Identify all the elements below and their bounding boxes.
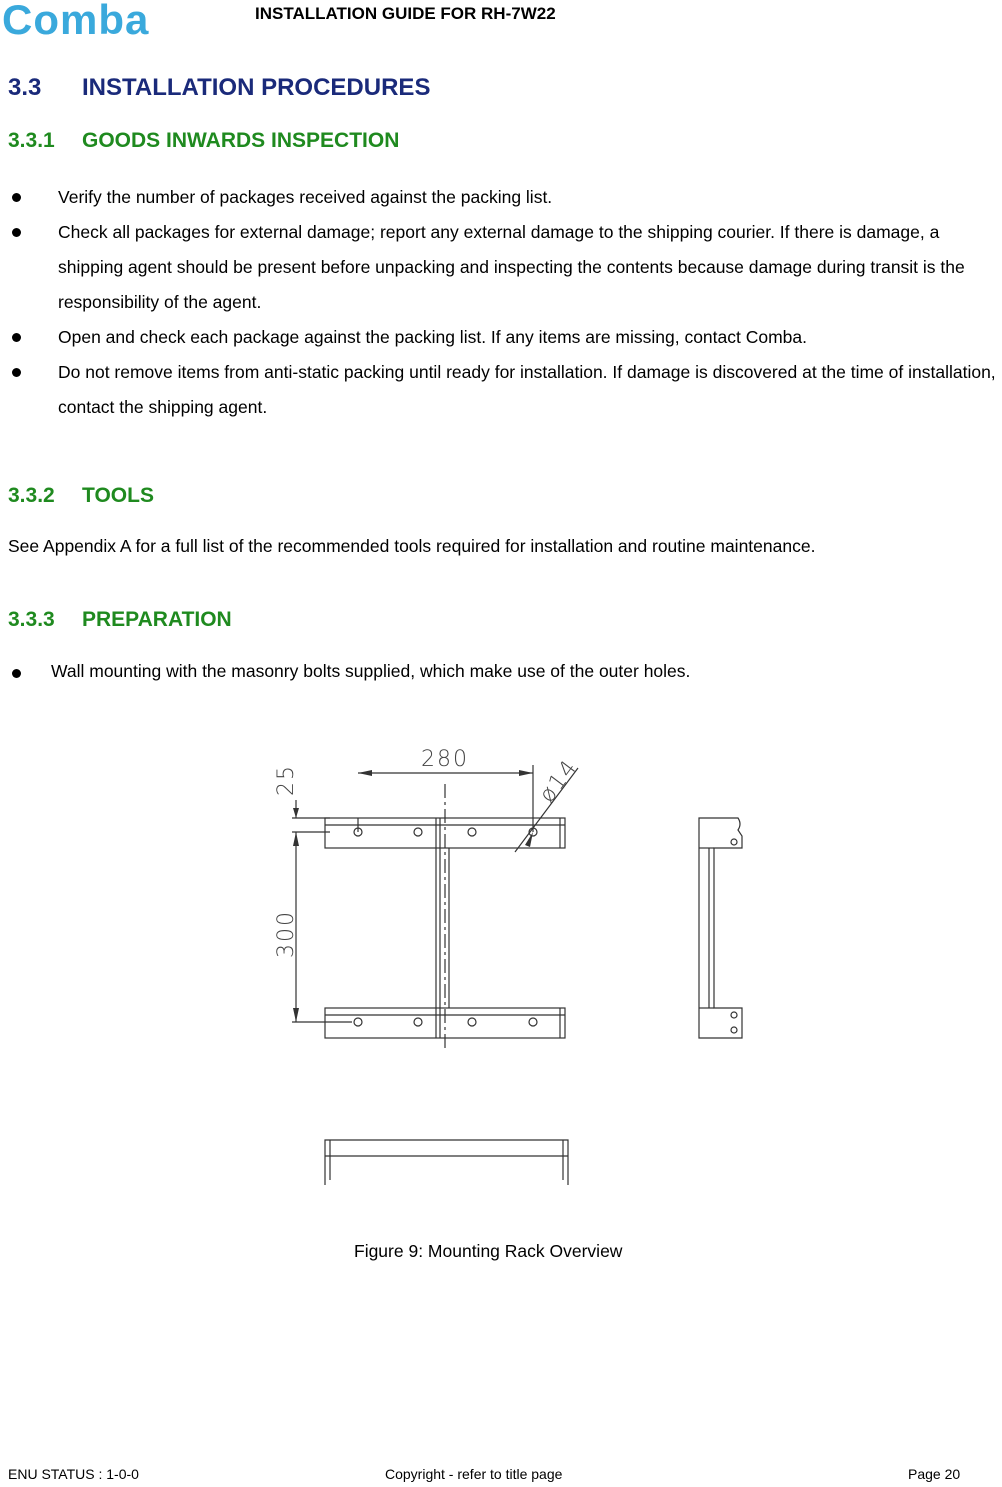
subsection-title: TOOLS [82,484,154,507]
mounting-hole-icon [529,1018,537,1026]
mounting-hole-icon [468,828,476,836]
width-dimension-label: 280 [421,747,469,772]
dimension-arrow [293,808,299,818]
footer-copyright: Copyright - refer to title page [385,1466,563,1482]
mounting-hole-icon [731,1027,737,1033]
bullet-icon [12,333,21,342]
list-item: Do not remove items from anti-static packing until ready for installation. If damage is discovered at the time of installation, contact the shipping agent. [8,355,1002,425]
inspection-bullet-list [8,180,1002,425]
comba-logo [2,0,182,40]
bullet-icon [12,368,21,377]
list-item: Open and check each package against the packing list. If any items are missing, contact Comba. [8,320,1002,355]
subsection-heading-tools [8,484,154,508]
hole-diameter-label: ø14 [534,754,584,808]
list-item: Check all packages for external damage; report any external damage to the shipping courier. If there is damage, a shipping agent should be present before unpacking and inspecting the contents because damage during transit is the responsibility of the agent. [8,215,1002,320]
height-dimension-label: 300 [274,910,299,958]
mounting-hole-icon [354,1018,362,1026]
document-title: INSTALLATION GUIDE FOR RH-7W22 [255,4,556,23]
subsection-number: 3.3.1 [8,129,55,152]
dimension-arrow [358,770,372,776]
section-number: 3.3 [8,74,42,101]
mounting-hole-icon [468,1018,476,1026]
mounting-hole-icon [731,1012,737,1018]
dimension-arrow [293,1008,299,1022]
section-title: INSTALLATION PROCEDURES [82,74,431,101]
mounting-hole-icon [731,839,737,845]
subsection-title: PREPARATION [82,608,232,631]
preparation-bullet: Wall mounting with the masonry bolts supplied, which make use of the outer holes. [8,661,690,682]
mounting-hole-icon [414,828,422,836]
tools-paragraph: See Appendix A for a full list of the recommended tools required for installation and routine maintenance. [8,536,816,556]
side-view-outline [699,818,742,1038]
dimension-arrow [519,770,533,776]
subsection-heading-preparation [8,608,232,632]
figure-caption: Figure 9: Mounting Rack Overview [354,1241,623,1261]
subsection-number: 3.3.2 [8,484,55,507]
mounting-hole-icon [414,1018,422,1026]
offset-dimension-label: 25 [274,764,299,796]
footer-page-number: Page 20 [908,1466,961,1482]
footer-status: ENU STATUS : 1-0-0 [8,1466,139,1482]
bullet-icon [12,228,21,237]
subsection-number: 3.3.3 [8,608,55,631]
bullet-icon [12,669,21,678]
section-heading [8,74,430,102]
dimension-arrow [293,832,299,846]
logo-text: Comba [2,0,150,40]
subsection-title: GOODS INWARDS INSPECTION [82,129,400,152]
plan-view-outline [325,1140,568,1185]
list-item: Verify the number of packages received against the packing list. [8,180,1002,215]
subsection-heading-inspection [8,129,399,153]
bullet-icon [12,193,21,202]
mounting-rack-drawing [0,740,1002,1200]
